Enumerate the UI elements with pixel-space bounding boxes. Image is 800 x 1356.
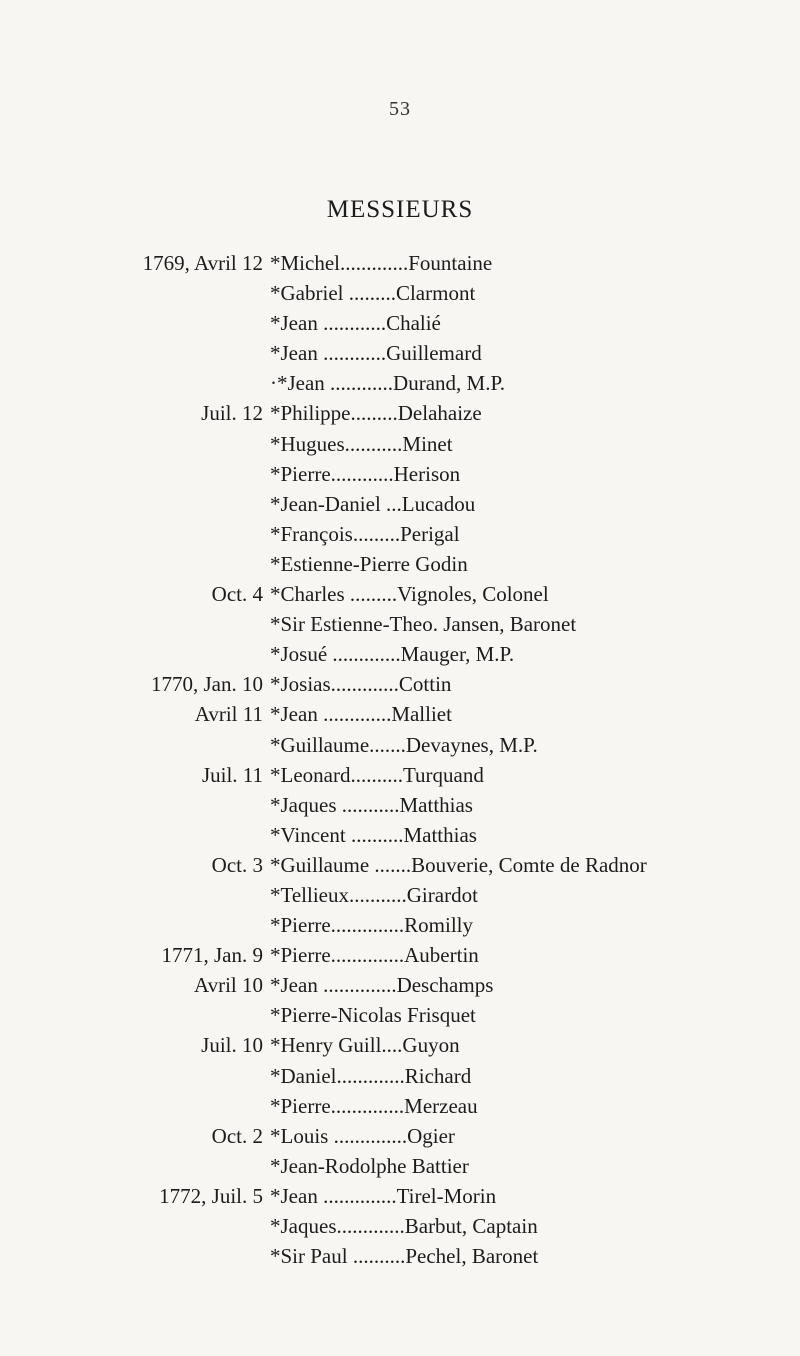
entry-name: *Pierre............Herison [270, 461, 461, 486]
entry-row [0, 940, 800, 970]
entry-row [0, 1030, 800, 1060]
entry-row [0, 338, 800, 368]
entry-name: *Pierre..............Aubertin [270, 943, 479, 968]
entry-name: *Estienne-Pierre Godin [270, 551, 468, 576]
entry-date: Oct. 4 [211, 582, 263, 607]
entry-date: 1771, Jan. 9 [161, 943, 263, 968]
entry-name: *Michel.............Fountaine [270, 251, 493, 275]
entry-date: Avril 10 [193, 973, 263, 998]
entry-row [0, 1121, 800, 1151]
entry-row [0, 489, 800, 519]
entry-row [0, 880, 800, 910]
entry-name: *Hugues...........Minet [270, 431, 453, 456]
entry-row [0, 308, 800, 338]
entry-row [0, 699, 800, 729]
entry-name: *Vincent ..........Matthias [270, 822, 477, 847]
entry-date: Juil. 12 [201, 401, 263, 426]
entry-date: Avril 11 [194, 702, 263, 727]
entry-row [0, 1091, 800, 1121]
entries-list [0, 248, 800, 1271]
page-heading: MESSIEURS [326, 196, 474, 223]
entry-name: *Gabriel .........Clarmont [270, 281, 476, 306]
entry-name: *Jean ............Chalié [270, 311, 441, 336]
entry-row [0, 1151, 800, 1181]
entry-row [0, 1211, 800, 1241]
entry-row [0, 278, 800, 308]
entry-row [0, 910, 800, 940]
entry-row [0, 820, 800, 850]
entry-name: *Tellieux...........Girardot [270, 882, 478, 907]
entry-name: *Jean-Daniel ...Lucadou [270, 491, 476, 516]
entry-name: *Leonard..........Turquand [270, 762, 484, 787]
entry-row [0, 1000, 800, 1030]
entry-name: *Guillaume.......Devaynes, M.P. [270, 732, 538, 757]
entry-row [0, 1181, 800, 1211]
entry-date: 1772, Juil. 5 [159, 1183, 263, 1208]
entry-name: *Jean ..............Deschamps [270, 973, 494, 998]
entry-date: Oct. 3 [211, 852, 263, 877]
entry-date: Juil. 10 [201, 1033, 263, 1058]
entry-name: *Jaques ...........Matthias [270, 792, 473, 817]
entry-row [0, 398, 800, 428]
entry-name: *Sir Paul ..........Pechel, Baronet [270, 1244, 539, 1269]
entry-name: *Josué .............Mauger, M.P. [270, 642, 515, 667]
entry-row [0, 368, 800, 398]
entry-name: *Guillaume .......Bouverie, Comte de Radnor [270, 852, 647, 877]
entry-name: *Henry Guill....Guyon [270, 1033, 460, 1058]
entry-row [0, 248, 800, 278]
entry-date: 1770, Jan. 10 [151, 672, 263, 697]
entry-name: *François.........Perigal [270, 521, 460, 546]
entry-name: *Jean ............Guillemard [270, 341, 482, 366]
entry-row [0, 519, 800, 549]
entry-name: *Jean ..............Tirel-Morin [270, 1183, 497, 1208]
page-number: 53 [389, 98, 411, 120]
entry-row [0, 1061, 800, 1091]
entry-name: *Philippe.........Delahaize [270, 401, 482, 426]
entry-name: *Jaques.............Barbut, Captain [270, 1214, 538, 1238]
entry-date: Oct. 2 [211, 1123, 263, 1148]
entry-name: *Josias.............Cottin [270, 672, 452, 697]
entry-name: *Jean-Rodolphe Battier [270, 1153, 469, 1178]
entry-name: *Louis ..............Ogier [270, 1123, 455, 1148]
entry-name: *Pierre..............Merzeau [270, 1093, 478, 1118]
entry-row [0, 609, 800, 639]
entry-row [0, 970, 800, 1000]
entry-name: *Daniel.............Richard [270, 1063, 472, 1088]
entry-row [0, 730, 800, 760]
entry-row [0, 429, 800, 459]
entry-row [0, 549, 800, 579]
entry-name: *Pierre-Nicolas Frisquet [270, 1003, 476, 1028]
entry-date: 1769, Avril 12 [142, 251, 263, 275]
entry-row [0, 1241, 800, 1271]
entry-row [0, 639, 800, 669]
entry-name: *Jean .............Malliet [270, 702, 452, 727]
entry-date: Juil. 11 [201, 762, 263, 787]
entry-row [0, 579, 800, 609]
entry-row [0, 790, 800, 820]
entry-name: *Sir Estienne-Theo. Jansen, Baronet [270, 612, 577, 637]
entry-name: *Pierre..............Romilly [270, 913, 473, 938]
entry-row [0, 760, 800, 790]
entry-name: ·*Jean ............Durand, M.P. [270, 371, 506, 396]
entry-row [0, 669, 800, 699]
entry-row [0, 850, 800, 880]
entry-row [0, 459, 800, 489]
entry-name: *Charles .........Vignoles, Colonel [270, 582, 549, 607]
